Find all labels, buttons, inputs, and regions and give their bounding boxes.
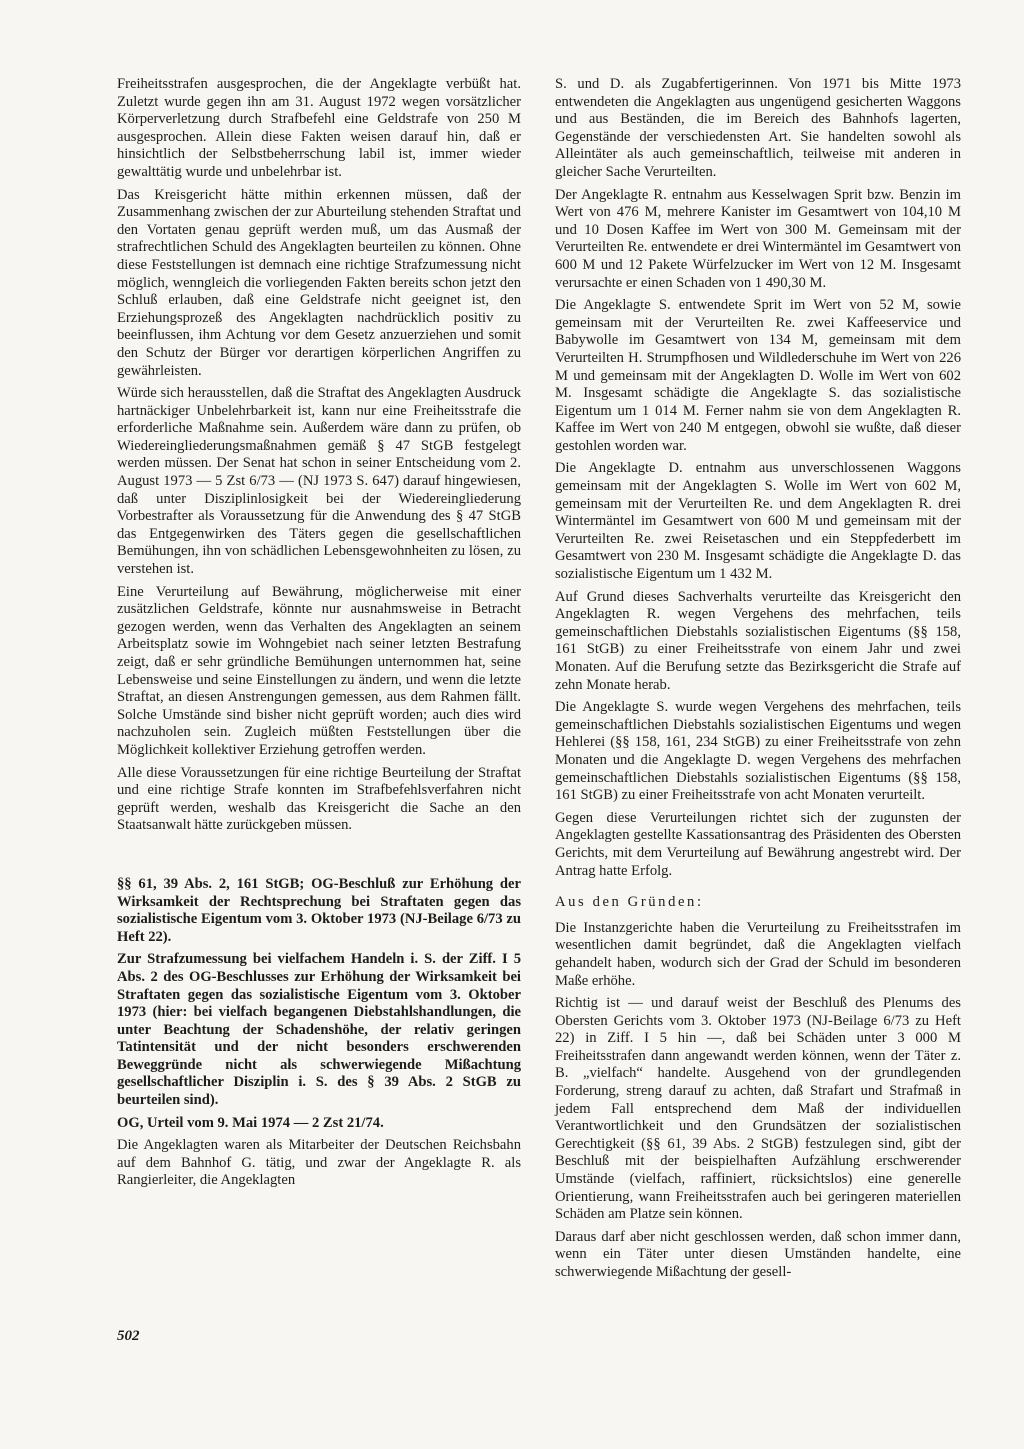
spacer	[117, 858, 521, 876]
body-paragraph: Alle diese Voraussetzungen für eine richtige Beurteilung der Straftat und eine richtige Strafe konnten im Strafbefehlsverfahren nicht geprüft werden, weshalb das Kreisgericht die Sache an den Staatsanwalt hätte zurückgeben müssen.	[117, 764, 521, 834]
body-paragraph: Eine Verurteilung auf Bewährung, möglicherweise mit einer zusätzlichen Geldstrafe, könnte nur ausnahmsweise in Betracht gezogen werden, wenn das Verhalten des Angeklagten an seinem Arbeitsplatz sowie im Wohngebiet nach seiner letzten Bestrafung zeigt, daß er sehr gründliche Bemühungen unternommen hat, seine Lebensweise und seine Einstellungen zu ändern, und wenn die letzte Straftat, an diesen Anstrengungen gemessen, aus dem Rahmen fällt. Solche Umstände sind bisher nicht geprüft worden; auch dies wird nachzuholen sein. Zugleich müßten Feststellungen über die Möglichkeit kollektiver Erziehung getroffen werden.	[117, 583, 521, 758]
headnote-paragraph: Zur Strafzumessung bei vielfachem Handeln i. S. der Ziff. I 5 Abs. 2 des OG-Beschlusses zur Erhöhung der Wirksamkeit bei Straftaten gegen das sozialistische Eigentum vom 3. Oktober 1973 (hier: bei vielfach begangenen Diebstahlshandlungen, die unter Beachtung der Schadenshöhe, der relativ geringen Tatintensität und der nicht besonders erschwerenden Beweggründe nicht als schwerwiegende Mißachtung gesellschaftlicher Disziplin i. S. des § 39 Abs. 2 StGB zu beurteilen sind).	[117, 951, 521, 1109]
body-paragraph: Gegen diese Verurteilungen richtet sich der zugunsten der Angeklagten gestellte Kassationsantrag des Präsidenten des Obersten Gerichts, mit dem Verurteilung auf Bewährung angestrebt wird. Der Antrag hatte Erfolg.	[555, 809, 961, 879]
body-paragraph: Würde sich herausstellen, daß die Straftat des Angeklagten Ausdruck hartnäckiger Unbelehrbarkeit ist, kann nur eine Freiheitsstrafe die erforderliche Maßnahme sein. Außerdem wäre dann zu prüfen, ob Wiedereingliederungsmaßnahmen gemäß § 47 StGB festgelegt werden müssen. Der Senat hat schon in seiner Entscheidung vom 2. August 1973 — 5 Zst 6/73 — (NJ 1973 S. 647) darauf hingewiesen, daß unter Disziplinlosigkeit bei der Wiedereingliederung Vorbestrafter als Voraussetzung für die Anwendung des § 47 StGB das Entgegenwirken des Täters gegen die gesellschaftlichen Bemühungen, ihn von schädlichen Lebensgewohnheiten zu lösen, zu verstehen ist.	[117, 385, 521, 578]
headnote-paragraph: §§ 61, 39 Abs. 2, 161 StGB; OG-Beschluß zur Erhöhung der Wirksamkeit der Rechtsprechung bei Straftaten gegen das sozialistische Eigentum vom 3. Oktober 1973 (NJ-Beilage 6/73 zu Heft 22).	[117, 875, 521, 945]
spacer	[117, 840, 521, 858]
body-paragraph: Die Angeklagte S. wurde wegen Vergehens des mehrfachen, teils gemeinschaftlichen Diebstahls sozialistischen Eigentums und wegen Hehlerei (§§ 158, 161, 234 StGB) zu einer Freiheitsstrafe von zehn Monaten und die Angeklagte D. wegen Vergehens des mehrfachen gemeinschaftlichen Diebstahls sozialistischen Eigentums (§§ 158, 161 StGB) zu einer Freiheitsstrafe von acht Monaten verurteilt.	[555, 699, 961, 804]
headnote-paragraph: OG, Urteil vom 9. Mai 1974 — 2 Zst 21/74.	[117, 1114, 384, 1131]
page-number: 502	[117, 1328, 140, 1344]
body-paragraph: Die Angeklagte S. entwendete Sprit im Wert von 52 M, sowie gemeinsam mit der Verurteilten Re. zwei Kaffeeservice und Babywolle im Gesamtwert von 134 M, gemeinsam mit dem Verurteilten H. Strumpfhosen und Wildlederschuhe im Wert von 226 M und gemeinsam mit der Angeklagten D. Wolle im Wert von 602 M. Insgesamt schädigte die Angeklagte S. das sozialistische Eigentum um 1 014 M. Ferner nahm sie von dem Angeklagten R. Kaffee im Wert von 240 M entgegen, obwohl sie wußte, daß dieser gestohlen worden war.	[555, 297, 961, 454]
body-paragraph: Der Angeklagte R. entnahm aus Kesselwagen Sprit bzw. Benzin im Wert von 476 M, mehrere Kanister im Gesamtwert von 104,10 M und 10 Dosen Kaffee im Wert von 300 M. Gemeinsam mit der Verurteilten Re. entwendete er drei Wintermäntel im Gesamtwert von 600 M und 12 Pakete Würfelzucker im Wert von 12 M. Insgesamt verursachte er einen Schaden von 1 490,30 M.	[555, 186, 961, 291]
right-column	[555, 76, 961, 1287]
body-paragraph: Die Instanzgerichte haben die Verurteilung zu Freiheitsstrafen im wesentlichen damit begründet, daß die Angeklagten vielfach gehandelt haben, wodurch sich der Grad der Schuld im besonderen Maße erhöhe.	[555, 919, 961, 989]
body-paragraph: S. und D. als Zugabfertigerinnen. Von 1971 bis Mitte 1973 entwendeten die Angeklagten aus ungenügend gesicherten Waggons und aus Beständen, die im Bereich des Bahnhofs lagerten, Gegenstände der verschiedensten Art. Sie handelten sowohl als Alleintäter als auch gemeinschaftlich, teilweise mit anderen in gleicher Sache Verurteilten.	[555, 76, 961, 180]
body-paragraph: Das Kreisgericht hätte mithin erkennen müssen, daß der Zusammenhang zwischen der zur Aburteilung stehenden Straftat und den Vortaten genau geprüft werden muß, um das Ausmaß der strafrechtlichen Schuld des Angeklagten beurteilen zu können. Ohne diese Feststellungen ist demnach eine richtige Strafzumessung nicht möglich, wenngleich die vorliegenden Fakten bereits schon jetzt den Schluß erlauben, daß eine Geldstrafe nicht geeignet ist, den Erziehungsprozeß des Angeklagten nachdrücklich positiv zu beeinflussen, ihm Achtung vor dem Gesetz anzuerziehen und somit den Schutz der Bürger vor derartigen körperlichen Angriffen zu gewährleisten.	[117, 186, 521, 379]
body-paragraph: Richtig ist — und darauf weist der Beschluß des Plenums des Obersten Gerichts vom 3. Oktober 1973 (NJ-Beilage 6/73 zu Heft 22) in Ziff. I 5 hin —, daß bei Schäden unter 3 000 M Freiheitsstrafen dann angewandt werden können, wenn der Täter z. B. „vielfach“ handelte. Ausgehend von der grundlegenden Forderung, streng darauf zu achten, daß Strafart und Strafmaß in jedem Fall entsprechend dem Maß der individuellen Verantwortlichkeit und den Grundsätzen der sozialistischen Gerechtigkeit (§§ 61, 39 Abs. 2 StGB) festzulegen sind, gibt der Beschluß mit der beispielhaften Aufzählung erschwerender Umstände (vielfach, raffiniert, rücksichtslos) eine generelle Orientierung, wann Freiheitsstrafen auch bei geringeren materiellen Schäden am Platze sein können.	[555, 995, 961, 1223]
body-paragraph: Daraus darf aber nicht geschlossen werden, daß schon immer dann, wenn ein Täter unter diesen Umständen handelte, eine schwerwiegende Mißachtung der gesell-	[555, 1228, 961, 1280]
body-paragraph: Die Angeklagte D. entnahm aus unverschlossenen Waggons gemeinsam mit der Angeklagten S. Wolle im Wert von 602 M, gemeinsam mit der Verurteilten Re. und dem Angeklagten R. drei Wintermäntel im Gesamtwert von 600 M und gemeinsam mit der Verurteilten Re. zwei Reisetaschen und ein Steppfederbett im Gesamtwert von 230 M. Insgesamt schädigte die Angeklagte D. das sozialistische Eigentum um 1 432 M.	[555, 460, 961, 583]
section-heading: Aus den Gründen:	[555, 894, 704, 911]
body-paragraph: Freiheitsstrafen ausgesprochen, die der Angeklagte verbüßt hat. Zuletzt wurde gegen ihn am 31. August 1972 wegen vorsätzlicher Körperverletzung durch Strafbefehl eine Geldstrafe von 250 M ausgesprochen. Allein diese Fakten weisen darauf hin, daß er hinsichtlich der Selbstbeherrschung labil ist, immer wieder gewalttätig wurde und unbelehrbar ist.	[117, 76, 521, 180]
body-paragraph: Die Angeklagten waren als Mitarbeiter der Deutschen Reichsbahn auf dem Bahnhof G. tätig, und zwar der Angeklagte R. als Rangierleiter, die Angeklagten	[117, 1137, 521, 1189]
body-paragraph: Auf Grund dieses Sachverhalts verurteilte das Kreisgericht den Angeklagten R. wegen Vergehens des mehrfachen, teils gemeinschaftlichen Diebstahls sozialistischen Eigentums (§§ 158, 161 StGB) zu einer Freiheitsstrafe von einem Jahr und zwei Monaten. Auf die Berufung setzte das Bezirksgericht die Strafe auf zehn Monate herab.	[555, 588, 961, 693]
left-column	[117, 76, 521, 1195]
